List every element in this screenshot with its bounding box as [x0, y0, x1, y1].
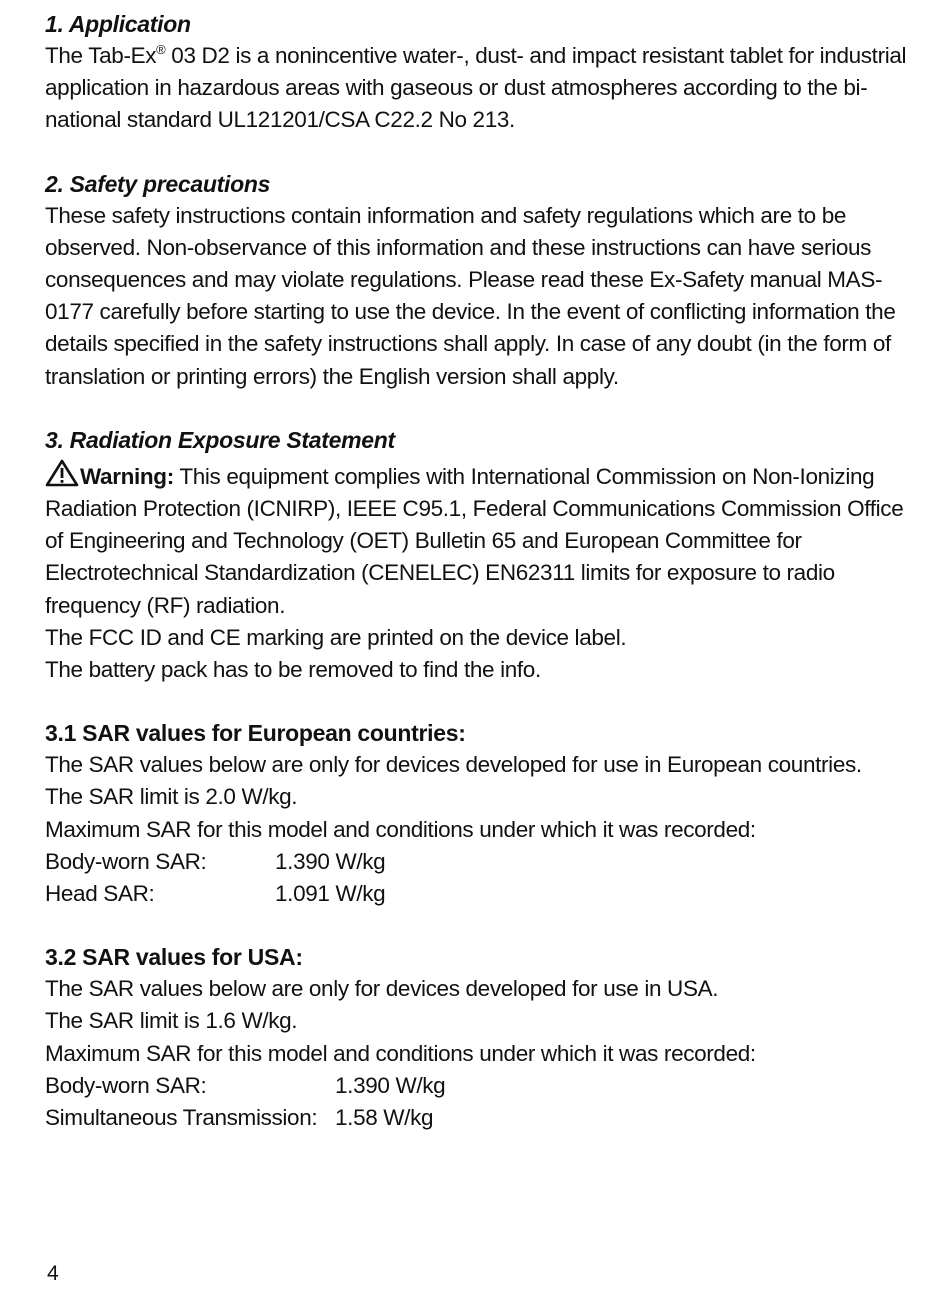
sar-us-row: [45, 1070, 925, 1102]
sar-eu-row: [45, 878, 925, 910]
sar-us-intro: The SAR values below are only for devices developed for use in USA.: [45, 976, 719, 1002]
sar-eu-max: Maximum SAR for this model and conditions under which it was recorded:: [45, 816, 756, 842]
sar-us-row: [45, 1102, 925, 1134]
warning-triangle-icon: [45, 459, 79, 487]
application-text-end: 03 D2 is a nonincentive water-, dust- and impact resistant tablet for industrial application in hazardous areas with gaseous or dust atmospheres according to the bi-national standard UL121201/CSA C22.2 No 213.: [45, 43, 907, 133]
sar-eu-intro: The SAR values below are only for devices developed for use in European countries.: [45, 752, 862, 778]
registered-mark: ®: [156, 42, 166, 57]
document-page: [45, 8, 925, 1134]
sar-eu-value: 1.091 W/kg: [275, 881, 386, 907]
sar-eu-value: 1.390 W/kg: [275, 848, 386, 874]
sar-us-label: Body-worn SAR:: [45, 1072, 207, 1098]
sar-eu-label: Body-worn SAR:: [45, 848, 207, 874]
section-heading-radiation: 3. Radiation Exposure Statement: [45, 426, 395, 453]
safety-paragraph: These safety instructions contain information and safety regulations which are to be observed. Non-observance of this information and these instructions can have serious consequences and may violate regulations. Please read these Ex-Safety manual MAS-0177 carefully before starting to use the device. In the event of conflicting information the details specified in the safety instructions shall apply. In case of any doubt (in the form of translation or printing errors) the English version shall apply.: [45, 202, 896, 389]
section-heading-sar-usa: 3.2 SAR values for USA:: [45, 944, 303, 971]
sar-us-limit: The SAR limit is 1.6 W/kg.: [45, 1008, 298, 1034]
section-heading-application: 1. Application: [45, 11, 191, 37]
application-paragraph: [45, 40, 925, 137]
sar-eu-limit: The SAR limit is 2.0 W/kg.: [45, 784, 298, 810]
sar-us-max: Maximum SAR for this model and conditions under which it was recorded:: [45, 1040, 756, 1066]
warning-label: Warning:: [80, 463, 174, 489]
application-text-start: The Tab-Ex: [45, 43, 157, 68]
section-heading-sar-europe: 3.1 SAR values for European countries:: [45, 720, 466, 747]
fcc-id-line: The FCC ID and CE marking are printed on the device label.: [45, 624, 627, 650]
section-heading-safety: 2. Safety precautions: [45, 170, 271, 197]
sar-us-value: 1.58 W/kg: [335, 1105, 434, 1131]
warning-text: This equipment complies with International Commission on Non-Ionizing Radiation Protection (ICNIRP), IEEE C95.1, Federal Communications Commission Office of Engineering and Technology (OET) Bulletin 65 and European Committee for Electrotechnical Standardization (CENELEC) EN62311 limits for exposure to radio frequency (RF) radiation.: [45, 463, 904, 618]
sar-eu-row: [45, 846, 925, 878]
page-number: 4: [47, 1262, 59, 1285]
battery-line: The battery pack has to be removed to find the info.: [45, 657, 541, 683]
sar-us-value: 1.390 W/kg: [335, 1072, 446, 1098]
warning-paragraph: [45, 459, 925, 622]
sar-eu-label: Head SAR:: [45, 881, 155, 907]
sar-us-label: Simultaneous Transmission:: [45, 1105, 318, 1131]
